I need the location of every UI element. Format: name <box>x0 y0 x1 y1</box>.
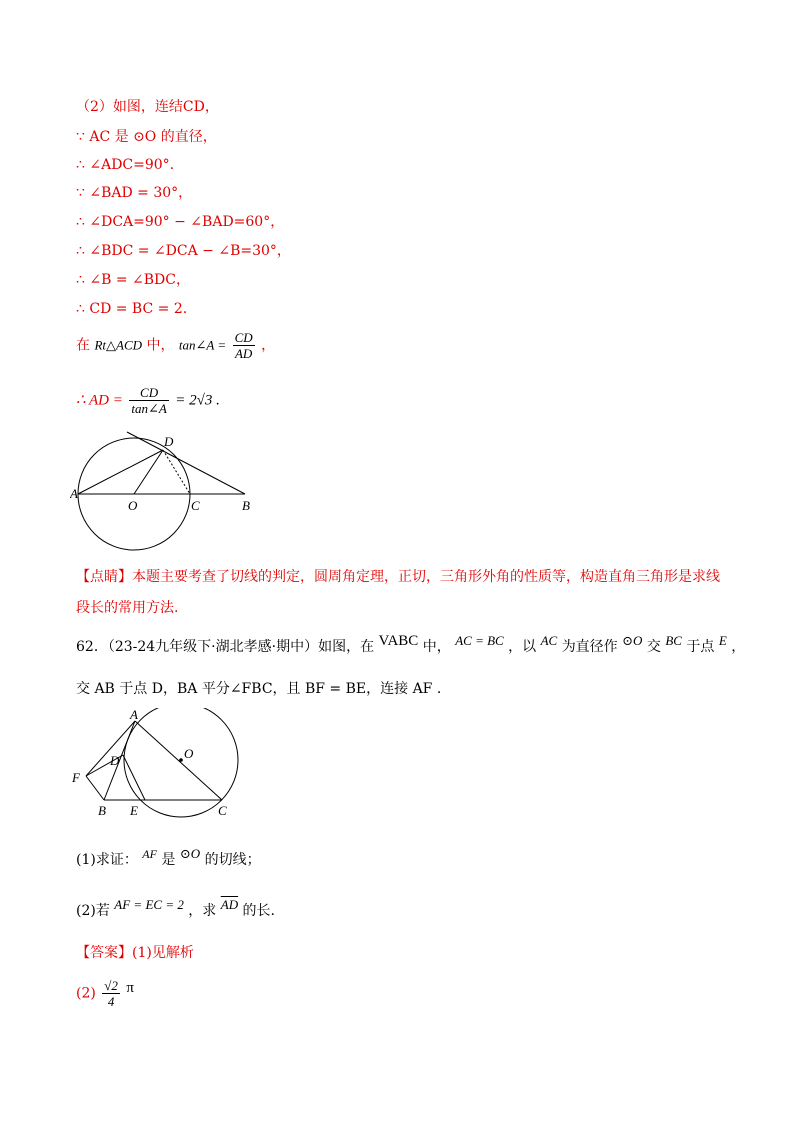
question-2 <box>76 897 275 920</box>
problem-text-2: 中， <box>422 639 451 655</box>
q1-postfix: 的切线； <box>204 852 261 868</box>
label-e-2: E <box>130 803 138 818</box>
answer-2-fraction <box>102 978 120 1009</box>
comment-line-2: 段长的常用方法. <box>76 600 179 616</box>
problem-text-5: 交 <box>646 639 661 655</box>
figure-2-diagram <box>68 708 248 818</box>
q2-prefix: (2)若 <box>76 903 110 919</box>
comment-text-1: 本题主要考查了切线的判定，圆周角定理，正切，三角形外角的性质等，构造直角三角形是求线 <box>132 569 720 585</box>
center-point-o <box>179 758 183 762</box>
answer-tag: 【答案】 <box>76 945 132 961</box>
solution-line-9 <box>76 330 275 361</box>
ad-numerator: CD <box>129 385 168 401</box>
in-word: 在 <box>76 337 90 354</box>
segment-ac: AC <box>540 633 558 648</box>
problem-text-6: 于点 <box>686 639 715 655</box>
answer-2-numerator: √2 <box>104 978 118 993</box>
label-c-2: C <box>218 803 227 818</box>
label-a: A <box>70 486 78 501</box>
label-o: O <box>128 498 138 513</box>
q2-mid: ，求 <box>188 903 217 919</box>
line-ad <box>78 450 163 494</box>
answer-2-denominator: 4 <box>107 994 115 1009</box>
label-c: C <box>191 498 200 513</box>
ad-result: = 2√3 . <box>175 392 220 409</box>
label-b-2: B <box>98 803 106 818</box>
line-od <box>134 450 163 494</box>
answer-2-pi: π <box>126 979 134 996</box>
triangle-abc: VABC <box>378 633 419 649</box>
tan-expression: tan∠A = <box>178 337 227 353</box>
solution-line-5: ∴ ∠DCA=90° − ∠BAD=60°， <box>76 214 285 230</box>
label-d: D <box>164 434 174 449</box>
problem-number: 62． <box>76 639 108 655</box>
tan-numerator: CD <box>234 330 253 345</box>
q1-circle: ⊙O <box>179 846 201 861</box>
problem-text-4: 为直径作 <box>561 639 618 655</box>
figure-1-diagram <box>70 430 290 555</box>
tangent-line <box>127 432 245 494</box>
problem-text-1: 如图，在 <box>318 639 375 655</box>
solution-line-7: ∴ ∠B = ∠BDC， <box>76 272 190 288</box>
label-b: B <box>242 498 250 513</box>
answer-2-prefix: (2) <box>76 985 96 1002</box>
circle-o-symbol: ⊙O <box>622 633 643 648</box>
q2-equation: AF = EC = 2 <box>114 897 184 912</box>
right-triangle-acd: Rt△ACD <box>94 337 143 353</box>
problem-text-3: ，以 <box>508 639 537 655</box>
solution-line-1: （2）如图，连结CD， <box>76 99 219 115</box>
point-e: E <box>718 633 727 648</box>
problem-62-line-1 <box>76 633 746 656</box>
q1-prefix: (1)求证： <box>76 852 138 868</box>
segment-bc: BC <box>665 633 682 648</box>
tan-fraction <box>233 330 255 361</box>
eq-ac-bc: AC = BC <box>455 633 504 648</box>
comma: ， <box>261 337 276 354</box>
label-a-2: A <box>130 708 138 722</box>
answer-line-1 <box>76 944 194 962</box>
line-ac <box>135 721 222 800</box>
q1-af: AF <box>142 847 157 861</box>
ad-equals: ∴ AD = <box>76 392 123 409</box>
solution-line-2: ∵ AC 是 ⊙O 的直径， <box>76 129 217 145</box>
label-f-2: F <box>72 770 80 785</box>
label-o-2: O <box>184 746 194 761</box>
in-mid: 中， <box>146 337 175 354</box>
line-ab-2 <box>104 721 135 800</box>
solution-line-6: ∴ ∠BDC = ∠DCA − ∠B=30°， <box>76 243 291 259</box>
ad-fraction <box>129 385 168 416</box>
problem-62-line-2: 交 AB 于点 D，BA 平分∠FBC，且 BF = BE，连接 AF . <box>76 681 442 697</box>
comment-tag: 【点睛】 <box>76 569 132 585</box>
problem-source: （23-24九年级下·湖北孝感·期中） <box>107 639 319 655</box>
problem-text-7: ， <box>731 639 746 655</box>
solution-line-4: ∵ ∠BAD = 30°， <box>76 185 193 201</box>
line-fb <box>86 776 104 800</box>
answer-line-2 <box>76 978 134 1009</box>
q2-postfix: 的长. <box>242 903 275 919</box>
solution-line-10 <box>76 385 220 416</box>
comment-line-1 <box>76 568 720 586</box>
ad-denominator: tan∠A <box>131 401 167 416</box>
solution-line-8: ∴ CD = BC = 2. <box>76 301 188 317</box>
label-d-2: D <box>110 753 120 768</box>
tan-denominator: AD <box>234 346 253 361</box>
question-1 <box>76 846 261 869</box>
solution-line-3: ∴ ∠ADC=90°. <box>76 157 175 173</box>
q1-is: 是 <box>161 852 176 868</box>
q2-arc-ad: $\overline{AD}$ <box>220 897 239 912</box>
answer-1: (1)见解析 <box>132 945 194 961</box>
